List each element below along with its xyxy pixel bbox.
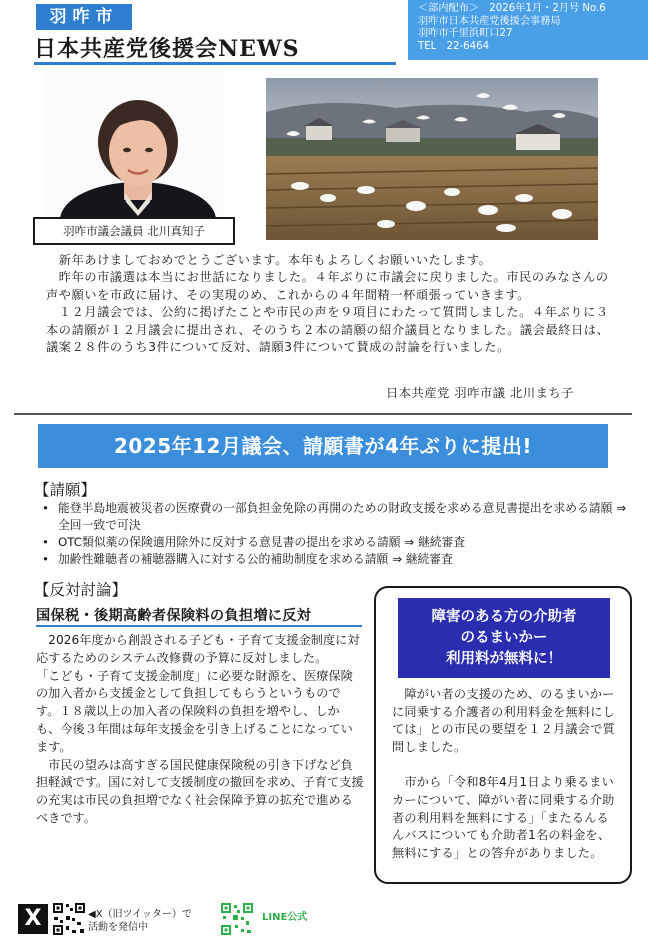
city-label: 羽咋市	[36, 4, 132, 30]
line-qr-code-icon[interactable]	[220, 902, 254, 936]
debate-paragraph: 2026年度から創設される子ども・子育て支援金制度に対応するためのシステム改修費の予算に反対しました。	[36, 633, 360, 665]
debate-paragraph: 市民の望みは高すぎる国民健康保険税の引き下げなど負担軽減です。国に対して支援制度の撤回を求め、子育て支援の充実は市民の負担増でなく社会保障予算の拡充で進めるべきです。	[36, 757, 364, 825]
new-year-greeting	[46, 252, 614, 356]
tel-line: TEL 22-6464	[418, 40, 490, 52]
greeting-signature: 日本共産党 羽咋市議 北川まち子	[386, 386, 574, 400]
x-caption-line: 活動を発信中	[88, 922, 148, 933]
box-title-line: 障害のある方の介助者	[431, 609, 577, 625]
issue-line: ＜部内配布＞ 2026年1月・2月号 No.6	[418, 3, 606, 14]
box-paragraph: 市から「令和8年4月1日より乗るまいカーについて、障がい者に同乗する介助者の利用料を無料にする」「またるんるんバスについても介助者1名の料金を、無料にする」との答弁がありました。	[392, 775, 615, 860]
title-underline	[34, 62, 396, 65]
box-title-line: のるまいかー	[460, 630, 548, 646]
box-paragraph: 障がい者の支援のため、のるまいかーに同乗する介護者の利用料金を無料にしては」との市民の要望を１２月議会で質問しました。	[392, 687, 615, 754]
line-official-label[interactable]: LINE公式	[262, 912, 308, 923]
petition-item: • 加齢性難聴者の補聴器購入に対する公的補助制度を求める請願 ⇒ 継続審査	[36, 551, 628, 568]
subheading-underline	[36, 625, 362, 627]
caregiver-box-body	[392, 686, 620, 862]
petitions-list	[36, 500, 628, 568]
section-divider	[14, 413, 632, 415]
footer	[0, 896, 656, 947]
newsletter-title: 日本共産党後援会NEWS	[34, 36, 300, 62]
councillor-photo	[44, 70, 224, 220]
petition-item: • OTC類似薬の保険適用除外に反対する意見書の提出を求める請願 ⇒ 継続審査	[36, 534, 628, 551]
swans-field-photo	[266, 78, 598, 240]
greeting-paragraph: 昨年の市議選は本当にお世話になりました。４年ぶりに市議会に戻りました。市民のみなさんの声や願いを市政に届け、その実現のめ、これからの４年間精一杯頑張っていきます。	[46, 270, 609, 302]
box-title-line: 利用料が無料に！	[446, 651, 562, 667]
headline-banner: 2025年12月議会、請願書が4年ぶりに提出!	[38, 424, 608, 468]
photo-caption: 羽咋市議会議員 北川真知子	[33, 217, 235, 245]
publisher-info	[408, 0, 648, 60]
petitions-heading: 【請願】	[34, 481, 97, 499]
x-logo-icon[interactable]: X	[18, 904, 48, 934]
debate-body	[36, 632, 364, 828]
petition-item: • 能登半島地震被災者の医療費の一部負担金免除の再開のための財政支援を求める意見書提出を求める請願 ⇒ 全回一致で可決	[36, 500, 628, 534]
debate-subheading: 国保税・後期高齢者保険料の負担増に反対	[36, 608, 312, 624]
address-line: 羽咋市千里浜町口27	[418, 28, 513, 40]
x-qr-code-icon[interactable]	[52, 902, 86, 936]
caregiver-fare-box	[374, 586, 632, 884]
greeting-paragraph: １２月議会では、公約に掲げたことや市民の声を９項目にわたって質問しました。４年ぶりに３本の請願が１２月議会に提出され、そのうち２本の請願の紹介議員となりました。議会最終日は、議案２８件のうち3件について反対、請願3件について賛成の討論を行いました。	[46, 305, 610, 355]
greeting-paragraph: 新年あけましておめでとうございます。本年もよろしくお願いいたします。	[46, 253, 492, 267]
x-caption	[88, 908, 192, 934]
caregiver-box-title	[398, 598, 610, 678]
debate-heading: 【反対討論】	[34, 581, 128, 599]
debate-paragraph: 「こども・子育て支援金制度」に必要な財源を、医療保険の加入者から支援金として負担してもらうというものです。１８歳以上の加入者の保険料の負担を増やし、しかも、今後３年間は毎年支援金を引き上げることになっています。	[36, 668, 353, 754]
x-caption-line: ◀X（旧ツイッター）で	[88, 909, 192, 920]
office-line: 羽咋市日本共産党後援会事務局	[418, 15, 561, 27]
